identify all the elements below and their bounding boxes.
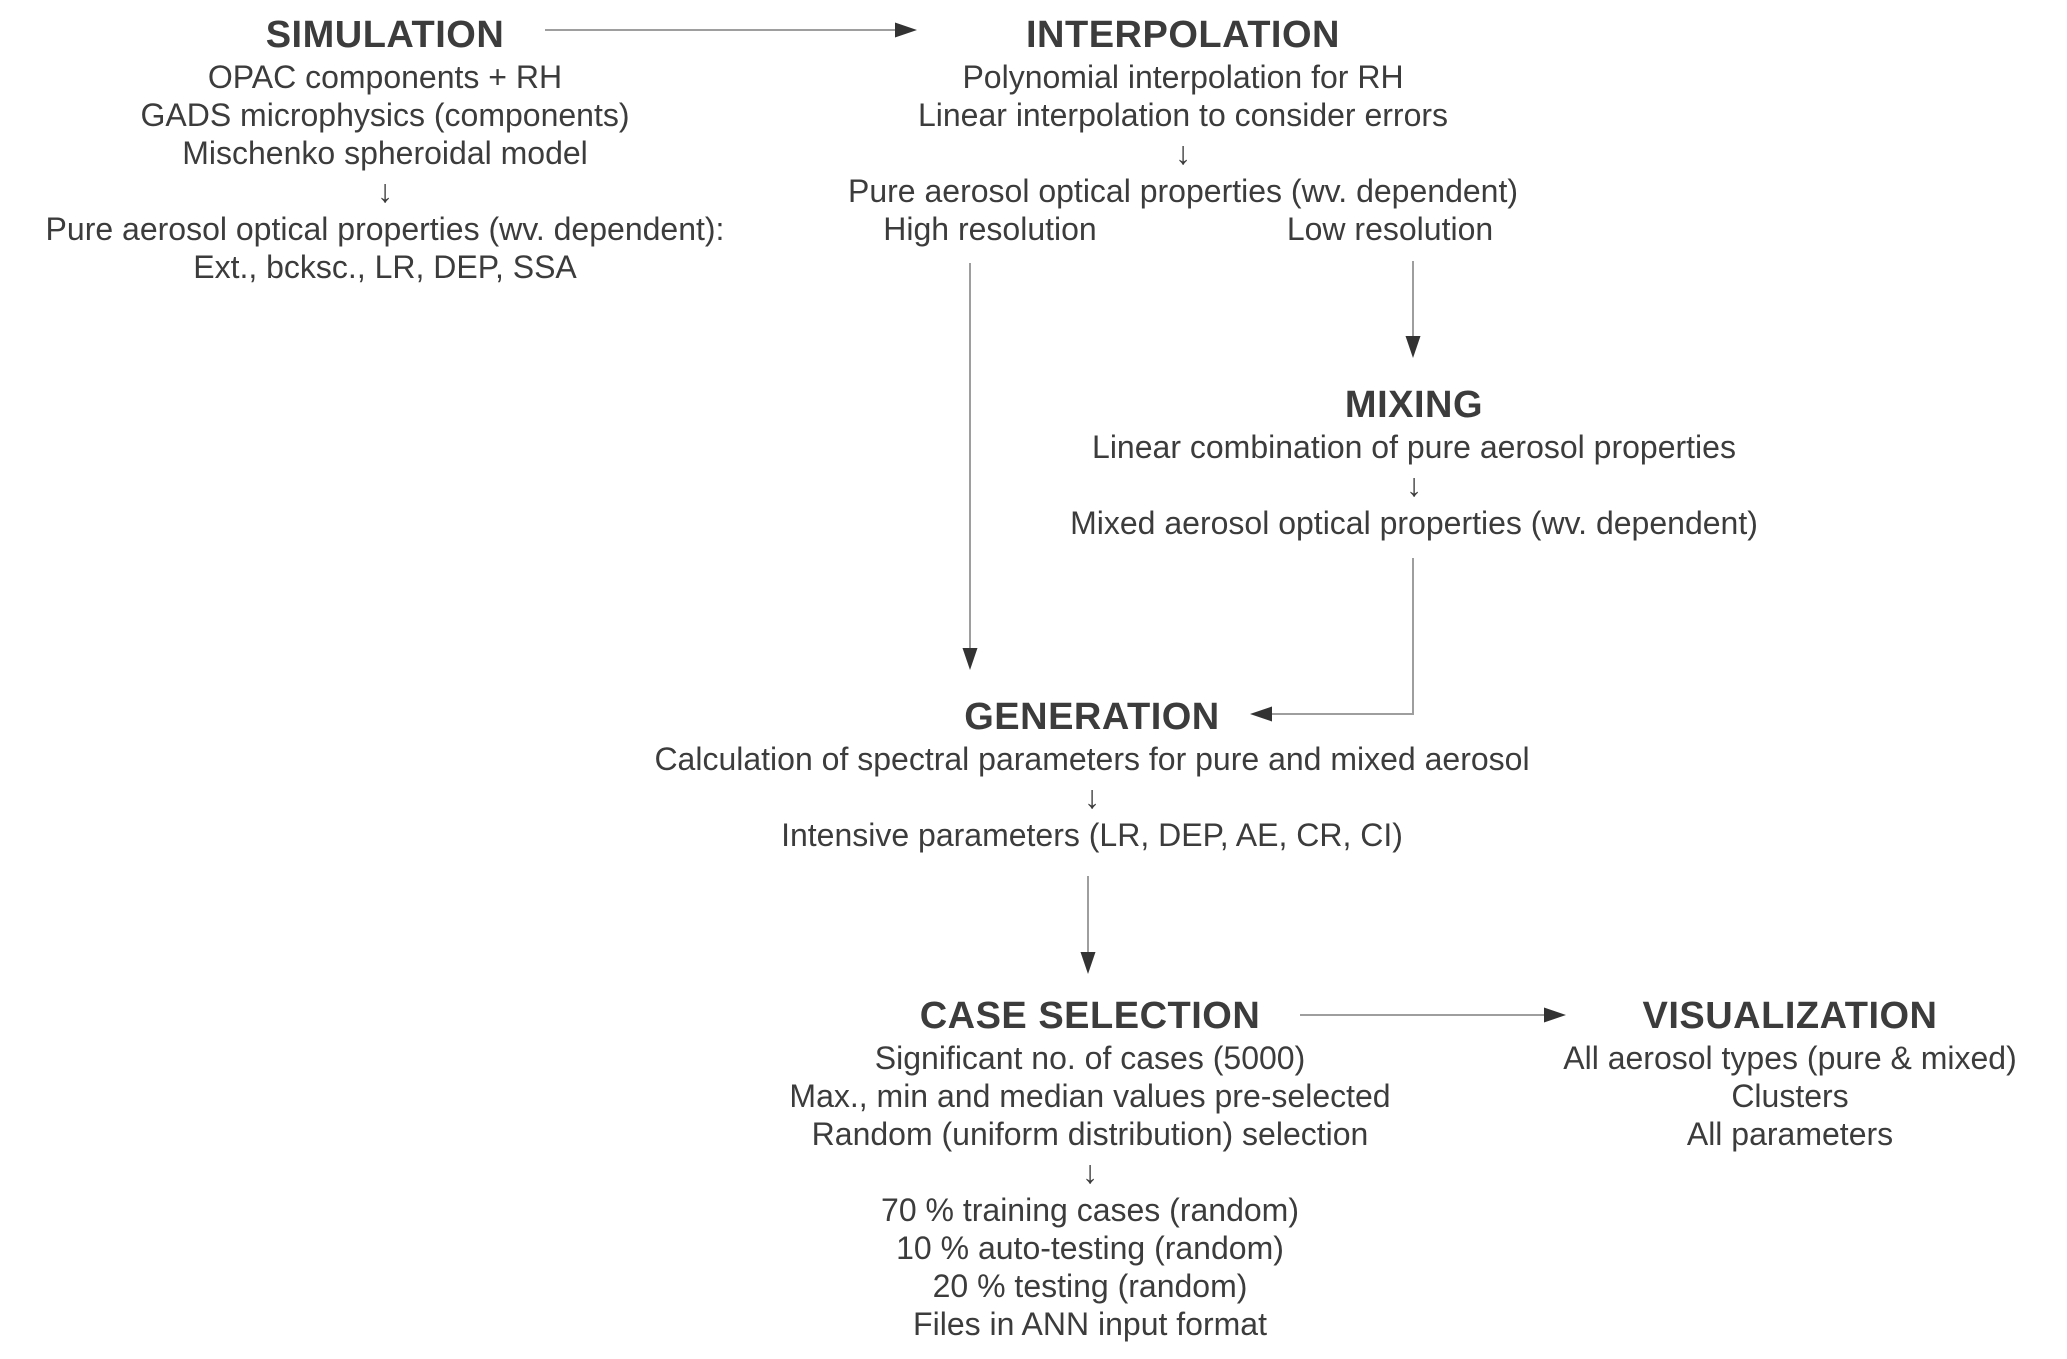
block-visualization-line: All parameters — [1686, 1116, 1894, 1152]
block-simulation-line: GADS microphysics (components) — [140, 97, 630, 133]
branch-label-high-resolution: High resolution — [883, 211, 1097, 247]
down-arrow-glyph: ↓ — [1405, 467, 1422, 503]
block-interpolation-line: Pure aerosol optical properties (wv. dependent) — [848, 173, 1518, 209]
block-case-selection-line: Significant no. of cases (5000) — [874, 1040, 1306, 1076]
block-mixing-title: MIXING — [1344, 384, 1484, 426]
block-simulation-line: Ext., bcksc., LR, DEP, SSA — [193, 249, 577, 285]
block-case-selection-line: Random (uniform distribution) selection — [811, 1116, 1369, 1152]
arrow-generation-to-case-selection — [1081, 876, 1096, 974]
branch-label-low-resolution: Low resolution — [1286, 211, 1494, 247]
block-interpolation-line: Linear interpolation to consider errors — [917, 97, 1449, 133]
block-case-selection-line: 20 % testing (random) — [932, 1268, 1248, 1304]
block-interpolation — [848, 12, 1518, 210]
block-simulation-line: Pure aerosol optical properties (wv. dependent): — [45, 211, 725, 247]
block-simulation — [46, 12, 725, 286]
block-visualization — [1563, 993, 2017, 1153]
block-visualization-line: Clusters — [1731, 1078, 1849, 1114]
block-interpolation-line: Polynomial interpolation for RH — [962, 59, 1404, 95]
block-case-selection-line: 70 % training cases (random) — [881, 1192, 1299, 1228]
down-arrow-glyph: ↓ — [376, 173, 393, 209]
block-mixing — [1070, 382, 1758, 542]
block-visualization-line: All aerosol types (pure & mixed) — [1563, 1040, 2017, 1076]
block-generation-title: GENERATION — [964, 696, 1220, 738]
block-case-selection — [789, 993, 1390, 1343]
block-generation-line: Intensive parameters (LR, DEP, AE, CR, CI) — [781, 817, 1403, 853]
arrow-high-resolution-to-generation — [963, 263, 978, 670]
block-simulation-line: Mischenko spheroidal model — [182, 135, 588, 171]
arrow-low-resolution-to-mixing — [1406, 261, 1421, 358]
down-arrow-glyph: ↓ — [1175, 135, 1191, 171]
block-mixing-line: Linear combination of pure aerosol properties — [1092, 429, 1736, 465]
down-arrow-glyph: ↓ — [1082, 1154, 1098, 1190]
block-visualization-title: VISUALIZATION — [1642, 995, 1938, 1037]
down-arrow-glyph: ↓ — [1083, 779, 1100, 815]
block-case-selection-line: Files in ANN input format — [913, 1306, 1267, 1342]
block-mixing-line: Mixed aerosol optical properties (wv. dependent) — [1070, 505, 1758, 541]
block-case-selection-title: CASE SELECTION — [919, 995, 1261, 1037]
block-simulation-line: OPAC components + RH — [207, 59, 563, 95]
block-case-selection-line: 10 % auto-testing (random) — [896, 1230, 1284, 1266]
block-interpolation-title: INTERPOLATION — [1025, 14, 1340, 56]
block-generation-line: Calculation of spectral parameters for pure and mixed aerosol — [654, 741, 1530, 777]
block-generation — [654, 694, 1529, 854]
block-case-selection-line: Max., min and median values pre-selected — [789, 1078, 1391, 1114]
block-simulation-title: SIMULATION — [265, 14, 505, 56]
